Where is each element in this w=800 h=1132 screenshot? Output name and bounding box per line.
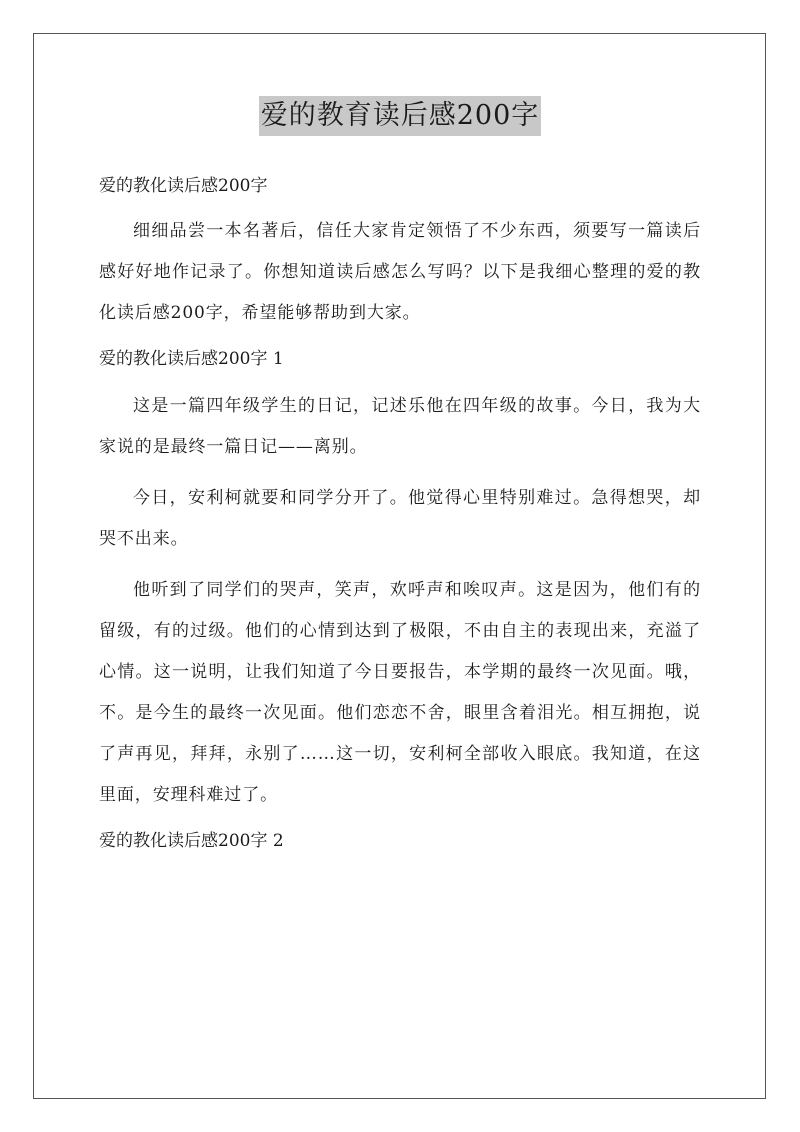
title-container [0, 96, 800, 136]
document-body [99, 171, 701, 856]
section-heading-1: 爱的教化读后感200字 1 [99, 349, 284, 369]
intro-paragraph: 细细品尝一本名著后，信任大家肯定领悟了不少东西，须要写一篇读后感好好地作记录了。你想知道读后感怎么写吗？以下是我细心整理的爱的教化读后感200字，希望能够帮助到大家。 [99, 221, 701, 323]
section-heading-2: 爱的教化读后感200字 2 [99, 831, 284, 851]
section1-paragraph-1: 这是一篇四年级学生的日记，记述乐他在四年级的故事。今日，我为大家说的是最终一篇日记——离别。 [99, 396, 701, 457]
section1-paragraph-2: 今日，安利柯就要和同学分开了。他觉得心里特别难过。急得想哭，却哭不出来。 [99, 488, 701, 549]
document-title: 爱的教育读后感200字 [259, 96, 542, 136]
document-subtitle: 爱的教化读后感200字 [99, 176, 268, 196]
section1-paragraph-3: 他听到了同学们的哭声，笑声，欢呼声和唉叹声。这是因为，他们有的留级，有的过级。他们的心情到达到了极限，不由自主的表现出来，充溢了心情。这一说明，让我们知道了今日要报告，本学期的最终一次见面。哦，不。是今生的最终一次见面。他们恋恋不舍，眼里含着泪光。相互拥抱，说了声再见，拜拜，永别了……这一切，安利柯全部收入眼底。我知道，在这里面，安理科难过了。 [99, 580, 701, 805]
